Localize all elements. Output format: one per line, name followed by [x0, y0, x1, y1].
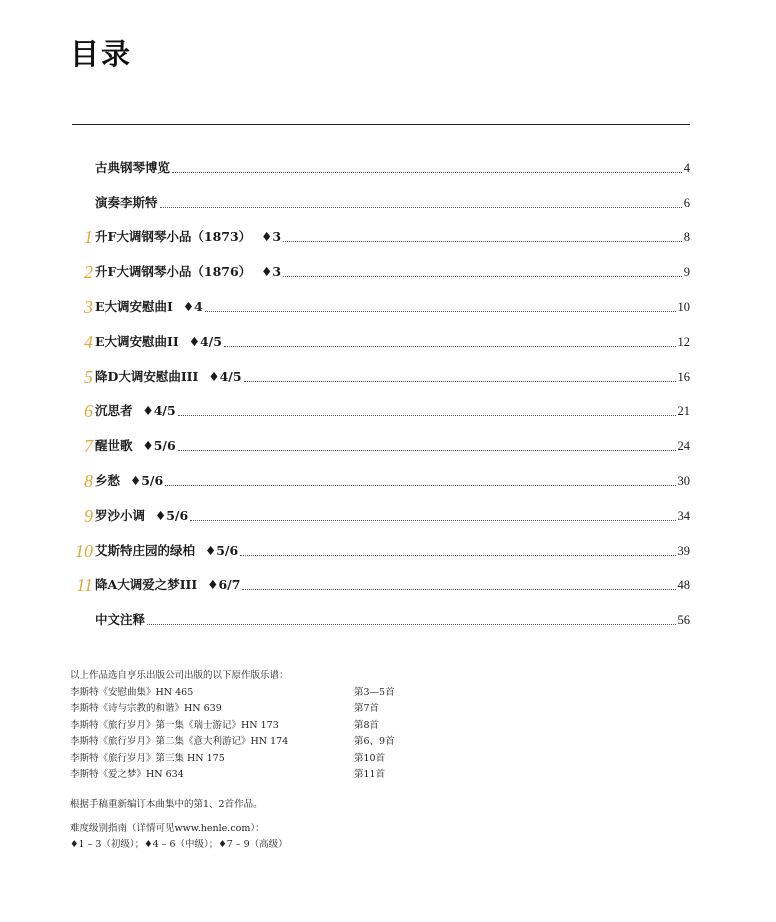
source-row [70, 767, 470, 784]
toc-number: 8 [84, 470, 93, 491]
toc-page-number: 30 [677, 473, 690, 488]
source-numbers: 第3—5首 [354, 686, 395, 698]
dot-leader [190, 519, 675, 521]
difficulty-scale: ♦1 – 3（初级）；♦4 – 6（中级）；♦7 – 9（高级） [70, 839, 288, 850]
toc-row[interactable] [72, 352, 690, 387]
toc-title: 古典钢琴博览 [95, 159, 171, 175]
toc-row[interactable] [72, 317, 690, 352]
toc-title: 演奏李斯特 [95, 194, 158, 210]
source-work: 李斯特《安慰曲集》HN 465 [70, 686, 194, 698]
toc-title: 升F大调钢琴小品（1876） ♦3 [95, 264, 282, 280]
dot-leader [283, 240, 682, 242]
toc-row[interactable] [72, 526, 690, 561]
toc-page-number: 34 [677, 508, 690, 523]
toc-row[interactable] [72, 143, 690, 178]
toc-number: 3 [84, 296, 93, 317]
difficulty-level: ♦4/5 [142, 403, 176, 419]
dot-leader [178, 414, 676, 416]
source-work: 李斯特《旅行岁月》第二集《意大利游记》HN 174 [70, 736, 289, 747]
dot-leader [147, 623, 675, 625]
difficulty-level: ♦5/6 [205, 542, 239, 558]
toc-row[interactable] [72, 178, 690, 213]
source-work: 李斯特《爱之梦》HN 634 [70, 769, 184, 780]
manuscript-note: 根据手稿重新编订本曲集中的第1、2首作品。 [70, 799, 263, 810]
toc-row[interactable] [72, 595, 690, 630]
table-of-contents [72, 143, 690, 630]
toc-row[interactable] [72, 561, 690, 596]
source-row [70, 751, 470, 768]
source-numbers: 第10首 [354, 752, 386, 764]
toc-title: 降D大调安慰曲III ♦4/5 [95, 368, 242, 384]
difficulty-level: ♦6/7 [207, 577, 241, 593]
difficulty-level: ♦4/5 [188, 333, 222, 349]
toc-row[interactable] [72, 282, 690, 317]
dot-leader [178, 449, 676, 451]
source-editions [70, 668, 470, 784]
toc-row[interactable] [72, 213, 690, 248]
toc-page-number: 48 [677, 578, 690, 593]
toc-title: 降A大调爱之梦III ♦6/7 [95, 577, 241, 593]
toc-page-number: 4 [683, 160, 690, 175]
source-work: 李斯特《诗与宗教的和谐》HN 639 [70, 703, 222, 714]
toc-page-number: 21 [677, 404, 690, 419]
source-row [70, 718, 470, 735]
toc-page-number: 12 [677, 334, 690, 349]
toc-number: 11 [76, 575, 93, 596]
source-row [70, 734, 470, 751]
source-work: 李斯特《旅行岁月》第三集 HN 175 [70, 752, 225, 764]
difficulty-level: ♦5/6 [142, 438, 176, 454]
source-numbers: 第6、9首 [354, 736, 395, 747]
toc-number: 1 [84, 227, 93, 248]
toc-row[interactable] [72, 491, 690, 526]
toc-number: 2 [84, 262, 93, 283]
difficulty-level: ♦5/6 [155, 507, 189, 523]
dot-leader [242, 588, 675, 590]
dot-leader [172, 171, 682, 173]
toc-row[interactable] [72, 387, 690, 422]
toc-title: 醒世歌 ♦5/6 [95, 438, 176, 454]
difficulty-heading: 难度级别指南（详情可见www.henle.com）： [70, 823, 265, 834]
toc-page-number: 16 [677, 369, 690, 384]
toc-title: 中文注释 [95, 612, 146, 628]
toc-page-number: 8 [683, 230, 690, 245]
toc-page-number: 24 [677, 439, 690, 454]
toc-page-number: 56 [677, 613, 690, 628]
dot-leader [244, 380, 676, 382]
difficulty-level: ♦3 [261, 264, 282, 280]
source-work: 李斯特《旅行岁月》第一集《瑞士游记》HN 173 [70, 719, 279, 731]
toc-title: 沉思者 ♦4/5 [95, 403, 176, 419]
toc-number: 7 [84, 436, 93, 457]
toc-number: 4 [84, 331, 93, 352]
toc-row[interactable] [72, 456, 690, 491]
toc-page-number: 9 [683, 265, 690, 280]
toc-title: 升F大调钢琴小品（1873） ♦3 [95, 229, 282, 245]
toc-row[interactable] [72, 247, 690, 282]
dot-leader [165, 484, 675, 486]
toc-page-number: 6 [683, 195, 690, 210]
title-divider [72, 124, 690, 125]
toc-title: E大调安慰曲I ♦4 [95, 298, 203, 314]
source-numbers: 第11首 [354, 769, 386, 780]
source-row [70, 685, 470, 702]
dot-leader [160, 206, 682, 208]
source-numbers: 第7首 [354, 703, 380, 714]
dot-leader [205, 310, 676, 312]
difficulty-level: ♦4/5 [208, 368, 242, 384]
toc-page-number: 10 [677, 299, 690, 314]
source-row [70, 701, 470, 718]
difficulty-guide [70, 821, 288, 853]
source-numbers: 第8首 [354, 719, 380, 731]
toc-number: 9 [84, 505, 93, 526]
toc-number: 5 [84, 366, 93, 387]
toc-title: 艾斯特庄园的绿柏 ♦5/6 [95, 542, 239, 558]
difficulty-level: ♦5/6 [130, 472, 164, 488]
toc-number: 6 [84, 401, 93, 422]
toc-title: 罗沙小调 ♦5/6 [95, 507, 189, 523]
dot-leader [224, 345, 676, 347]
page-title: 目录 [70, 37, 133, 71]
difficulty-level: ♦3 [261, 229, 282, 245]
toc-page-number: 39 [677, 543, 690, 558]
toc-title: 乡愁 ♦5/6 [95, 472, 164, 488]
toc-title: E大调安慰曲II ♦4/5 [95, 333, 222, 349]
toc-row[interactable] [72, 421, 690, 456]
source-intro: 以上作品选自亨乐出版公司出版的以下原作版乐谱： [70, 670, 289, 681]
dot-leader [240, 554, 675, 556]
difficulty-level: ♦4 [182, 298, 203, 314]
dot-leader [283, 275, 682, 277]
toc-number: 10 [75, 540, 93, 561]
